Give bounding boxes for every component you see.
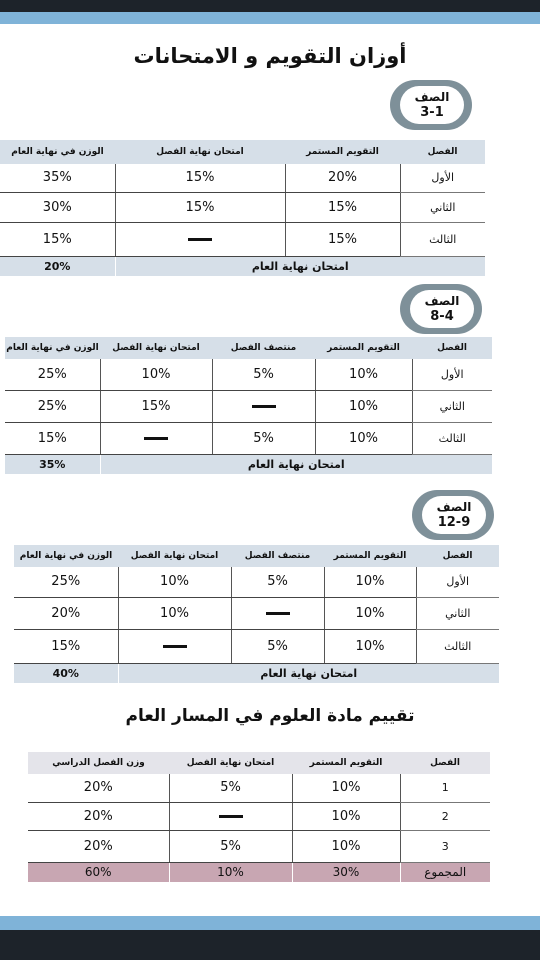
grade-range: 8-4 (430, 309, 454, 324)
table-cell: 10% (324, 567, 416, 597)
table-cell: 20% (28, 774, 169, 802)
weights-table-grades-1-3 (0, 140, 485, 276)
semester-label: الثاني (412, 390, 492, 422)
table-cell: 20% (14, 597, 118, 629)
table-row (28, 774, 490, 802)
footer-label: امتحان نهاية العام (115, 256, 485, 276)
table-cell: 20% (285, 164, 400, 192)
dash-mark (266, 612, 290, 615)
table-cell (118, 629, 231, 663)
header-cell: التقويم المستمر (285, 140, 400, 164)
table-row (14, 629, 499, 663)
footer-value: 40% (14, 663, 118, 683)
table-cell (169, 802, 292, 830)
grade-label: الصف (424, 294, 460, 308)
page-title: أوزان التقويم و الامتحانات (133, 44, 407, 68)
table-header-row (28, 752, 490, 774)
table-cell: 10% (100, 359, 212, 390)
table-cell (231, 597, 324, 629)
header-cell: امتحان نهاية الفصل (169, 752, 292, 774)
bottom-stripe (0, 916, 540, 930)
table-row (28, 802, 490, 830)
table-cell: 15% (100, 390, 212, 422)
grade-label: الصف (436, 500, 472, 514)
table-row (5, 359, 492, 390)
table-row (5, 390, 492, 422)
semester-label: الثالث (412, 422, 492, 454)
science-title: تقييم مادة العلوم في المسار العام (125, 706, 415, 726)
table-cell: 15% (0, 222, 115, 256)
table-cell: 10% (324, 597, 416, 629)
table-row (0, 192, 485, 222)
header-cell: الفصل (400, 140, 485, 164)
top-stripe (0, 12, 540, 24)
bottom-bar (0, 930, 540, 960)
table-cell: 15% (285, 222, 400, 256)
table-footer-row (14, 663, 499, 683)
table-cell: 35% (0, 164, 115, 192)
table-cell: 5% (169, 774, 292, 802)
grade-badge-1 (390, 80, 472, 130)
table-header-row (0, 140, 485, 164)
footer-value: 10% (169, 862, 292, 882)
header-cell: امتحان نهاية الفصل (100, 337, 212, 359)
table-cell: 10% (315, 359, 412, 390)
table-cell: 15% (14, 629, 118, 663)
table-cell: 15% (285, 192, 400, 222)
table-footer-row (5, 454, 492, 474)
semester-label: الثالث (400, 222, 485, 256)
grade-range: 3-1 (420, 105, 444, 120)
table-cell: 5% (169, 830, 292, 862)
header-cell: التقويم المستمر (324, 545, 416, 567)
header-cell: امتحان نهاية الفصل (118, 545, 231, 567)
table-cell: 25% (14, 567, 118, 597)
table-cell: 15% (115, 164, 285, 192)
grade-badge-3 (412, 490, 494, 540)
dash-mark (144, 437, 168, 440)
semester-label: الأول (416, 567, 499, 597)
weights-table-grades-4-8 (5, 337, 492, 474)
semester-label: الثالث (416, 629, 499, 663)
header-cell: امتحان نهاية الفصل (115, 140, 285, 164)
table-cell (100, 422, 212, 454)
table-row (0, 222, 485, 256)
weights-table-grades-9-12 (14, 545, 499, 683)
table-cell: 10% (315, 390, 412, 422)
footer-label: امتحان نهاية العام (100, 454, 492, 474)
table-cell: 20% (28, 830, 169, 862)
footer-value: 35% (5, 454, 100, 474)
header-cell: الفصل (416, 545, 499, 567)
table-cell: 10% (315, 422, 412, 454)
table-cell: 10% (118, 597, 231, 629)
table-header-row (5, 337, 492, 359)
semester-label: الأول (400, 164, 485, 192)
header-cell: وزن الفصل الدراسي (28, 752, 169, 774)
footer-value: 30% (292, 862, 400, 882)
dash-mark (252, 405, 276, 408)
dash-mark (219, 815, 243, 818)
semester-label: الأول (412, 359, 492, 390)
table-cell (212, 390, 315, 422)
dash-mark (163, 645, 187, 648)
grade-range: 12-9 (437, 515, 471, 530)
table-header-row (14, 545, 499, 567)
top-bar (0, 0, 540, 12)
table-cell (115, 222, 285, 256)
header-cell: منتصف الفصل (212, 337, 315, 359)
grade-label: الصف (414, 90, 450, 104)
table-cell: 5% (212, 422, 315, 454)
header-cell: منتصف الفصل (231, 545, 324, 567)
grade-badge-2 (400, 284, 482, 334)
semester-label: 2 (400, 802, 490, 830)
table-cell: 25% (5, 390, 100, 422)
table-cell: 10% (292, 774, 400, 802)
semester-label: 1 (400, 774, 490, 802)
table-row (0, 164, 485, 192)
header-cell: الوزن في نهاية العام (0, 140, 115, 164)
dash-mark (188, 238, 212, 241)
table-footer-row (0, 256, 485, 276)
footer-label: امتحان نهاية العام (118, 663, 499, 683)
table-cell: 5% (212, 359, 315, 390)
table-row (28, 830, 490, 862)
header-cell: الفصل (400, 752, 490, 774)
footer-value: 20% (0, 256, 115, 276)
table-cell: 5% (231, 567, 324, 597)
table-footer-row (28, 862, 490, 882)
header-cell: التقويم المستمر (292, 752, 400, 774)
table-row (14, 567, 499, 597)
science-weights-table (28, 752, 490, 882)
semester-label: الثاني (400, 192, 485, 222)
table-cell: 30% (0, 192, 115, 222)
header-cell: التقويم المستمر (315, 337, 412, 359)
footer-label: المجموع (400, 862, 490, 882)
semester-label: 3 (400, 830, 490, 862)
header-cell: الوزن في نهاية العام (5, 337, 100, 359)
table-cell: 5% (231, 629, 324, 663)
table-row (5, 422, 492, 454)
table-row (14, 597, 499, 629)
table-cell: 10% (292, 830, 400, 862)
table-cell: 10% (292, 802, 400, 830)
header-cell: الوزن في نهاية العام (14, 545, 118, 567)
table-cell: 15% (115, 192, 285, 222)
table-cell: 20% (28, 802, 169, 830)
table-cell: 10% (118, 567, 231, 597)
semester-label: الثاني (416, 597, 499, 629)
table-cell: 10% (324, 629, 416, 663)
table-cell: 25% (5, 359, 100, 390)
table-cell: 15% (5, 422, 100, 454)
header-cell: الفصل (412, 337, 492, 359)
footer-value: 60% (28, 862, 169, 882)
